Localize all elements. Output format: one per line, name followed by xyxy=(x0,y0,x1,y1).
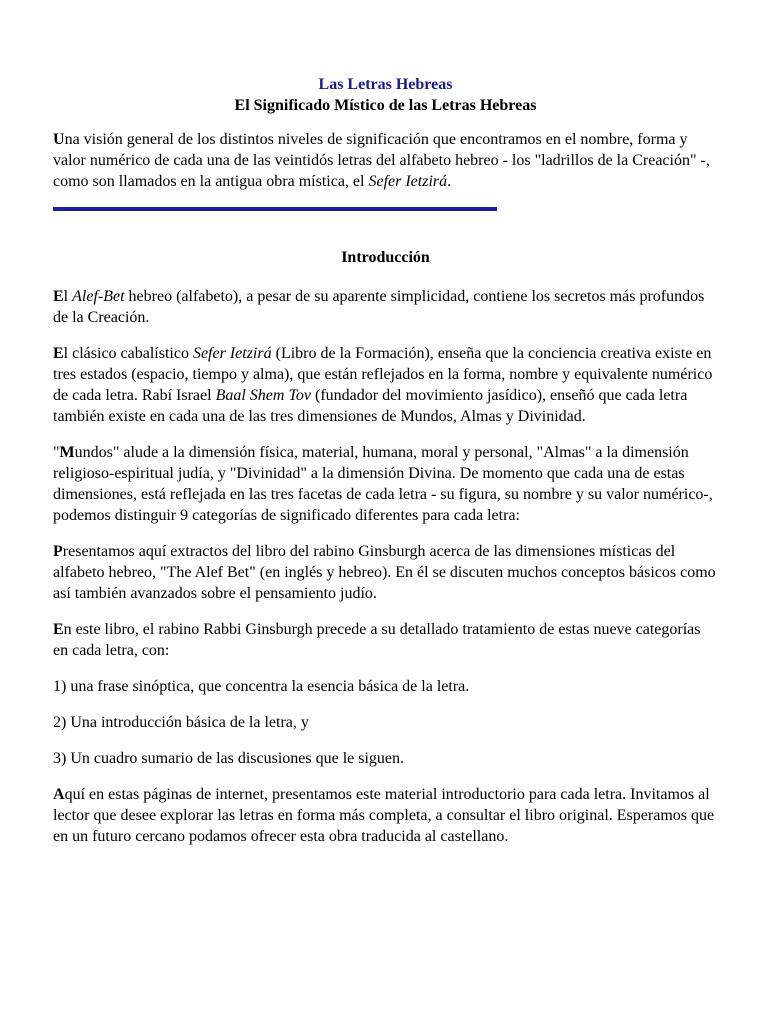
document-content xyxy=(53,74,718,862)
text-run: hebreo (alfabeto), a pesar de su aparente simplicidad, contiene los secretos más profundos de la Creación. xyxy=(53,288,705,326)
paragraph-6 xyxy=(53,784,718,847)
page-subtitle: El Significado Místico de las Letras Hebreas xyxy=(234,97,537,114)
page-title: Las Letras Hebreas xyxy=(318,76,453,93)
text-run: (Libro de la Formación), enseña que la conciencia creativa existe en tres estados (espacio, tiempo y alma), que están reflejados en la forma, nombre y equivalente numérico de cada letra. Rabí Israel xyxy=(53,345,713,404)
intro-paragraph xyxy=(53,129,718,192)
paragraph-5 xyxy=(53,619,718,661)
intro-end: . xyxy=(447,173,452,190)
section-heading: Introducción xyxy=(341,249,430,266)
text-run: l xyxy=(63,288,73,305)
intro-text: na visión general de los distintos niveles de significación que encontramos en el nombre, forma y valor numérico de cada una de las veintidós letras del alfabeto hebreo - los "ladrillos de la Creación" -, como son llamados en la antigua obra mística, el xyxy=(53,131,710,190)
paragraph-3 xyxy=(53,442,718,526)
drop-cap: E xyxy=(53,345,64,362)
text-run: quí en estas páginas de internet, presentamos este material introductorio para cada letra. Invitamos al lector que desee explorar las letras en forma más completa, a consultar el libro original. Esperamos que en un futuro cercano podamos ofrecer esta obra traducida al castellano. xyxy=(53,786,715,845)
intro-italic: Sefer Ietzirá xyxy=(368,173,448,190)
italic-term: Alef-Bet xyxy=(72,288,125,305)
list-item: 3) Un cuadro sumario de las discusiones que le siguen. xyxy=(53,750,405,767)
drop-cap: E xyxy=(53,621,64,638)
drop-cap: U xyxy=(53,131,65,148)
text-run: resentamos aquí extractos del libro del rabino Ginsburgh acerca de las dimensiones místicas del alfabeto hebreo, "The Alef Bet" (en inglés y hebreo). En él se discuten muchos conceptos básicos como así también avanzados sobre el pensamiento judío. xyxy=(53,543,716,602)
text-run: undos" alude a la dimensión física, material, humana, moral y personal, "Almas" a la dimensión religioso-espiritual judía, y "Divinidad" a la dimensión Divina. De momento que cada una de estas dimensiones, está reflejada en las tres facetas de cada letra - su figura, su nombre y su valor numérico-, podemos distinguir 9 categorías de significado diferentes para cada letra: xyxy=(53,444,713,524)
italic-term: Sefer Ietzirá xyxy=(192,345,272,362)
text-run: " xyxy=(53,444,60,461)
list-item: 2) Una introducción básica de la letra, y xyxy=(53,714,309,731)
drop-cap: A xyxy=(53,786,65,803)
paragraph-1 xyxy=(53,286,718,328)
paragraph-4 xyxy=(53,541,718,604)
list-item: 1) una frase sinóptica, que concentra la esencia básica de la letra. xyxy=(53,678,470,695)
drop-cap: P xyxy=(53,543,63,560)
section-divider xyxy=(53,207,497,211)
paragraph-2 xyxy=(53,343,718,427)
text-run: (fundador del movimiento jasídico), enseñó que cada letra también existe en cada una de las tres dimensiones de Mundos, Almas y Divinidad. xyxy=(53,387,688,425)
text-run: l clásico cabalístico xyxy=(63,345,193,362)
drop-cap: M xyxy=(59,444,75,461)
text-run: n este libro, el rabino Rabbi Ginsburgh precede a su detallado tratamiento de estas nueve categorías en cada letra, con: xyxy=(53,621,701,659)
italic-term: Baal Shem Tov xyxy=(215,387,311,404)
drop-cap: E xyxy=(53,288,64,305)
